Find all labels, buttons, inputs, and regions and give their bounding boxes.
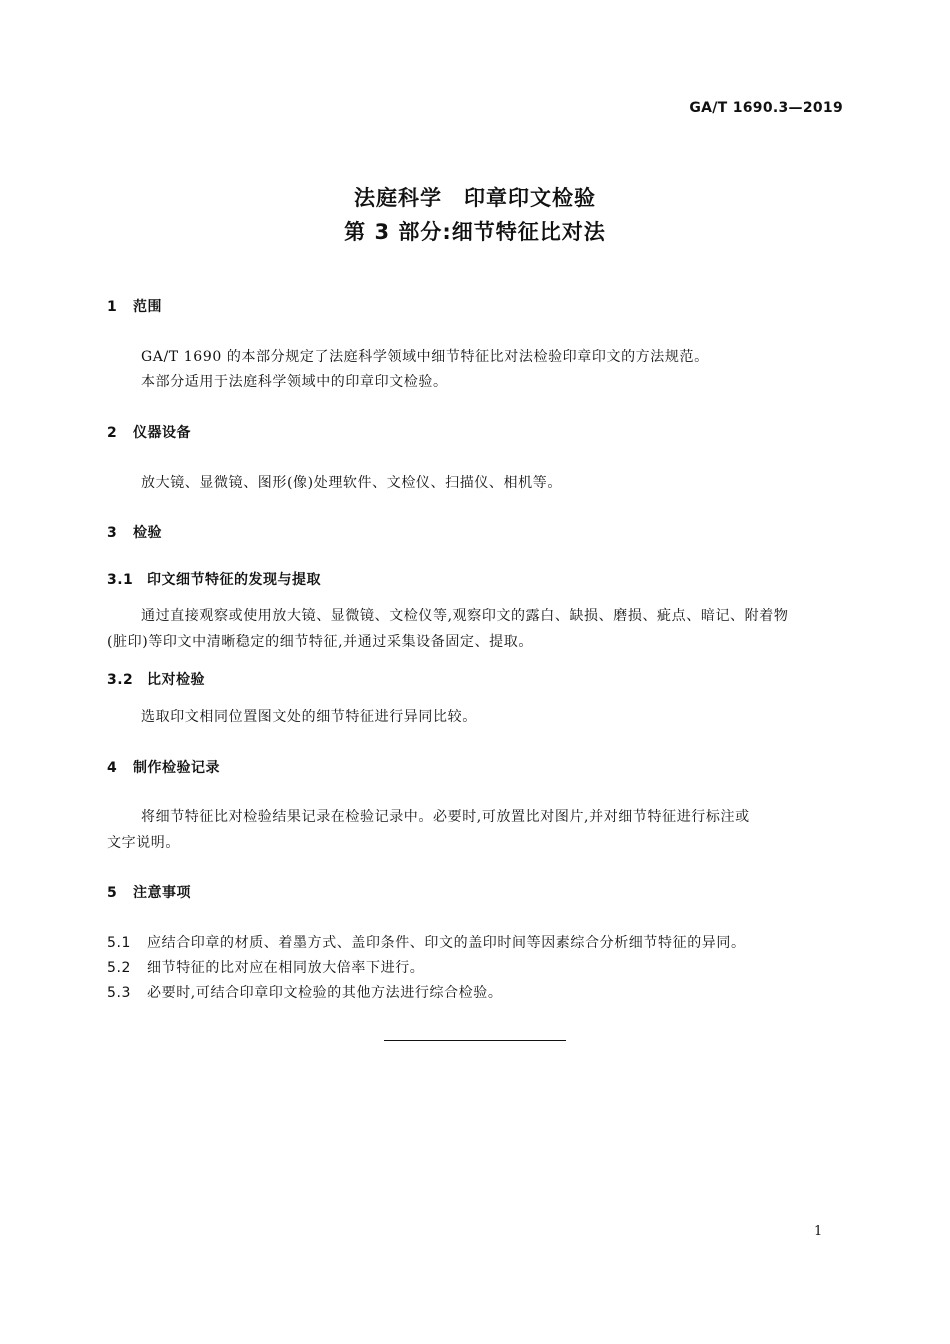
- section-5-3-text: 必要时,可结合印章印文检验的其他方法进行综合检验。: [147, 985, 503, 1001]
- section-3-1-title: 印文细节特征的发现与提取: [147, 572, 321, 588]
- section-3-number: 3: [107, 525, 118, 541]
- section-5-heading: [107, 882, 191, 902]
- document-title-line2: 第 3 部分:细节特征比对法: [344, 220, 606, 244]
- section-3-1-number: 3.1: [107, 572, 134, 588]
- section-3-title: 检验: [133, 525, 162, 541]
- section-4-paragraph-line1: 将细节特征比对检验结果记录在检验记录中。必要时,可放置比对图片,并对细节特征进行标注或: [141, 809, 750, 825]
- section-4-title: 制作检验记录: [133, 760, 220, 776]
- section-3-2-heading: [107, 669, 205, 689]
- document-title-line1: 法庭科学 印章印文检验: [354, 186, 596, 210]
- standard-code: GA/T 1690.3—2019: [689, 100, 843, 116]
- section-3-1-paragraph-line2: (脏印)等印文中清晰稳定的细节特征,并通过采集设备固定、提取。: [107, 634, 533, 650]
- section-1-heading: [107, 296, 162, 316]
- section-5-1-text: 应结合印章的材质、着墨方式、盖印条件、印文的盖印时间等因素综合分析细节特征的异同。: [147, 935, 746, 951]
- section-2-paragraph-1: 放大镜、显微镜、图形(像)处理软件、文检仪、扫描仪、相机等。: [141, 475, 562, 491]
- section-3-1-paragraph-line1: 通过直接观察或使用放大镜、显微镜、文检仪等,观察印文的露白、缺损、磨损、疵点、暗记、附着物: [141, 608, 789, 624]
- section-5-1-item: [107, 932, 746, 952]
- section-2-title: 仪器设备: [133, 425, 191, 441]
- section-5-2-item: [107, 957, 424, 977]
- section-1-paragraph-1: GA/T 1690 的本部分规定了法庭科学领域中细节特征比对法检验印章印文的方法规范。: [141, 349, 709, 365]
- page-number: 1: [814, 1224, 823, 1239]
- section-5-2-text: 细节特征的比对应在相同放大倍率下进行。: [147, 960, 425, 976]
- section-1-title: 范围: [133, 299, 162, 315]
- section-5-1-number: 5.1: [107, 935, 132, 951]
- section-3-2-title: 比对检验: [147, 672, 205, 688]
- section-3-1-heading: [107, 569, 321, 589]
- section-5-title: 注意事项: [133, 885, 191, 901]
- section-4-heading: [107, 757, 220, 777]
- section-5-3-item: [107, 982, 502, 1002]
- section-3-heading: [107, 522, 162, 542]
- section-5-2-number: 5.2: [107, 960, 132, 976]
- section-4-number: 4: [107, 760, 118, 776]
- end-of-document-rule: [384, 1040, 566, 1041]
- section-3-2-number: 3.2: [107, 672, 134, 688]
- section-2-heading: [107, 422, 191, 442]
- section-5-3-number: 5.3: [107, 985, 132, 1001]
- section-5-number: 5: [107, 885, 118, 901]
- section-3-2-paragraph-1: 选取印文相同位置图文处的细节特征进行异同比较。: [141, 709, 477, 725]
- section-2-number: 2: [107, 425, 118, 441]
- section-1-number: 1: [107, 299, 118, 315]
- section-1-paragraph-2: 本部分适用于法庭科学领域中的印章印文检验。: [141, 374, 448, 390]
- section-4-paragraph-line2: 文字说明。: [107, 835, 180, 851]
